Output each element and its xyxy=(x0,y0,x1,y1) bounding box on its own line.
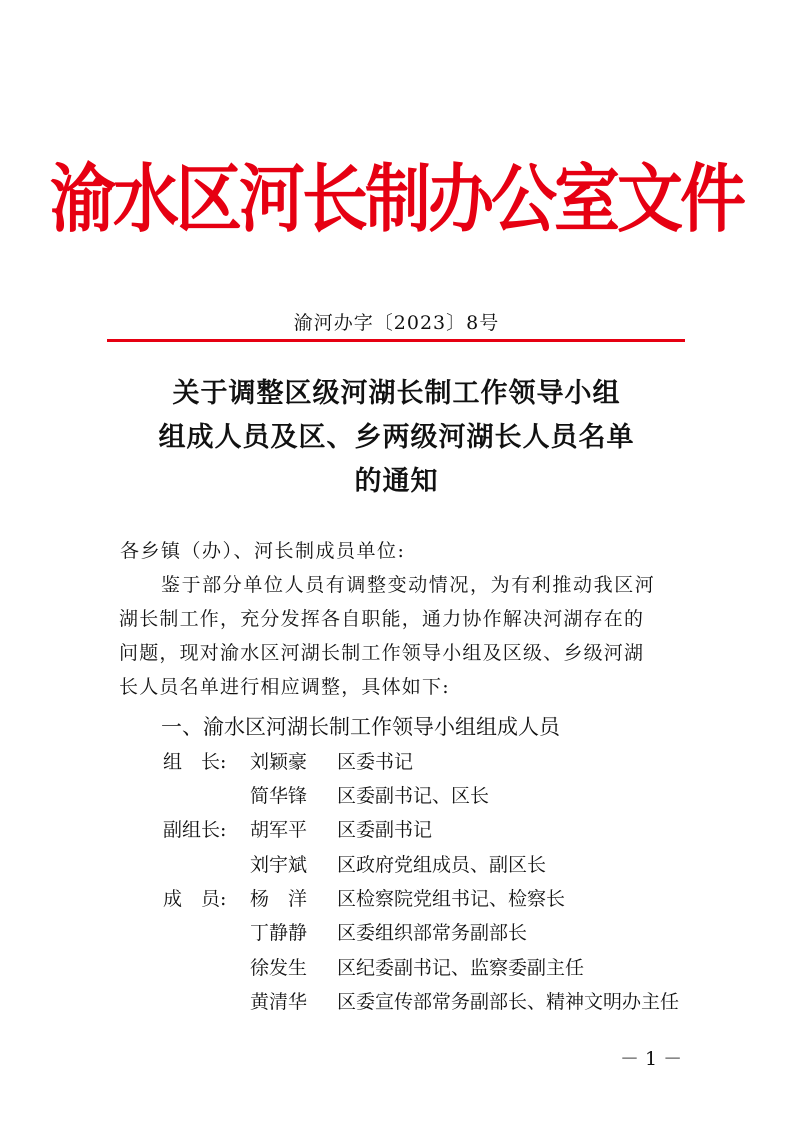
red-divider-line xyxy=(107,339,685,342)
member-name: 胡军平 xyxy=(250,819,308,841)
member-name: 徐发生 xyxy=(250,957,308,979)
document-number: 渝河办字〔2023〕8号 xyxy=(293,312,500,334)
member-position: 区检察院党组书记、检察长 xyxy=(337,888,566,910)
member-position: 区委副书记 xyxy=(337,819,433,841)
masthead-title: 渝水区河长制办公室文件 xyxy=(50,156,743,243)
member-name: 杨 洋 xyxy=(250,888,308,910)
member-position: 区委书记 xyxy=(337,751,414,773)
member-position: 区委组织部常务副部长 xyxy=(337,922,528,944)
member-position: 区纪委副书记、监察委副主任 xyxy=(337,957,585,979)
member-position: 区委宣传部常务副部长、精神文明办主任 xyxy=(337,991,680,1013)
paragraph-line-2: 湖长制工作，充分发挥各自职能，通力协作解决河湖存在的 xyxy=(119,608,645,630)
paragraph-line-3: 问题，现对渝水区河湖长制工作领导小组及区级、乡级河湖 xyxy=(119,642,645,664)
member-role: 成 员: xyxy=(163,888,227,910)
member-name: 黄清华 xyxy=(250,991,308,1013)
member-role: 组 长: xyxy=(163,751,227,773)
section-heading-1: 一、渝水区河湖长制工作领导小组组成人员 xyxy=(161,715,560,739)
document-title-line-1: 关于调整区级河湖长制工作领导小组 xyxy=(172,378,621,409)
salutation: 各乡镇（办）、河长制成员单位: xyxy=(120,540,406,562)
page-number: － 1 － xyxy=(620,1048,683,1070)
member-name: 丁静静 xyxy=(250,922,308,944)
document-title-line-3: 的通知 xyxy=(354,466,439,497)
member-name: 刘宇斌 xyxy=(250,854,308,876)
member-position: 区委副书记、区长 xyxy=(337,785,490,807)
document-title-line-2: 组成人员及区、乡两级河湖长人员名单 xyxy=(158,422,635,453)
member-role: 副组长: xyxy=(163,819,227,841)
paragraph-line-4: 长人员名单进行相应调整，具体如下: xyxy=(119,676,450,698)
paragraph-line-1: 鉴于部分单位人员有调整变动情况，为有利推动我区河 xyxy=(161,574,656,596)
member-name: 刘颖豪 xyxy=(250,751,308,773)
member-name: 简华锋 xyxy=(250,785,308,807)
member-position: 区政府党组成员、副区长 xyxy=(337,854,547,876)
